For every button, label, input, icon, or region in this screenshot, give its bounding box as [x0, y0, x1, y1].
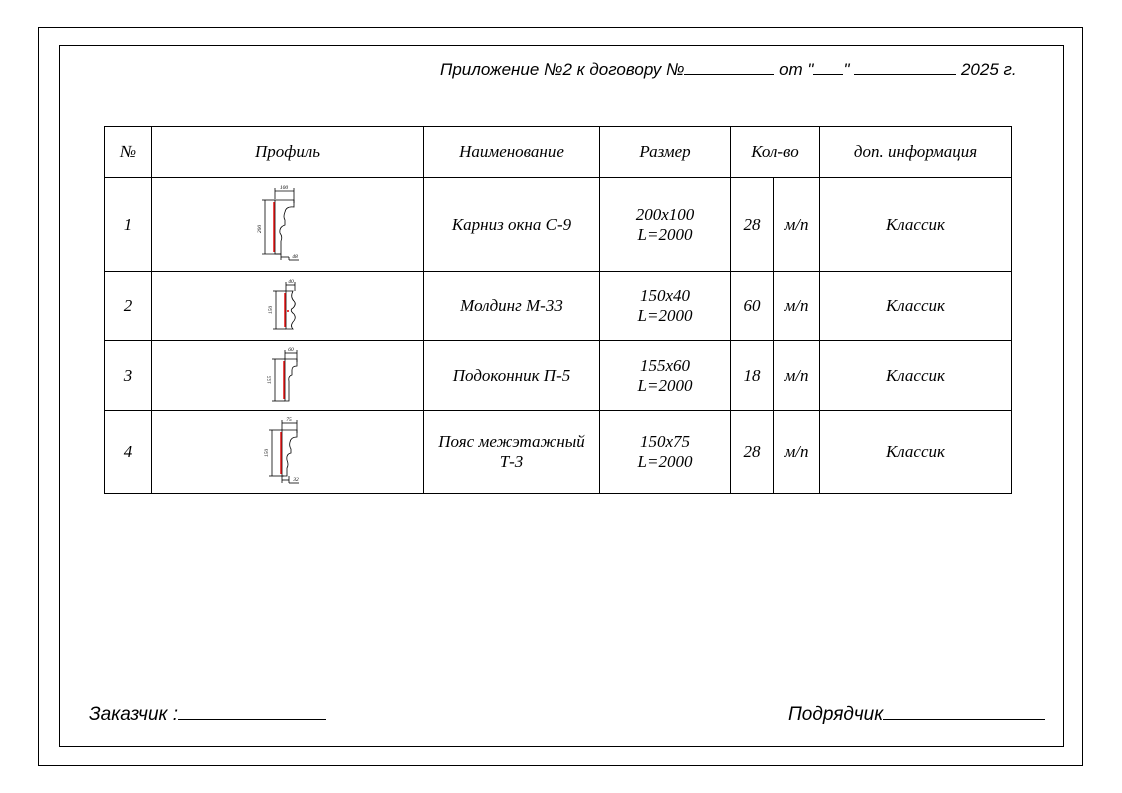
row-num: 2: [105, 272, 152, 341]
row-unit: м/п: [774, 341, 820, 411]
size-length: L=2000: [637, 306, 693, 325]
dim-height-label: 155: [266, 375, 273, 384]
col-header-info: доп. информация: [820, 127, 1012, 178]
appendix-text: Приложение №2 к договору №: [440, 60, 685, 79]
profile-drawing-cell: [152, 178, 424, 272]
row-name: Пояс межэтажный Т-3: [424, 411, 600, 494]
row-qty: 28: [731, 178, 774, 272]
dim-height-label: 200: [256, 224, 263, 233]
contract-number-blank: [684, 59, 774, 75]
table-header-row: [105, 127, 1012, 178]
size-length: L=2000: [637, 375, 693, 395]
dim-width-label: 100: [279, 184, 288, 191]
belt-profile-drawing: [258, 416, 318, 488]
cornice-profile-drawing: [253, 185, 323, 265]
col-header-num: №: [105, 127, 152, 178]
col-header-name: Наименование: [424, 127, 600, 178]
dim-bottom-label: 48: [291, 253, 298, 260]
row-qty: 18: [731, 341, 774, 411]
contractor-label: Подрядчик: [788, 704, 884, 725]
row-name: Подоконник П-5: [424, 341, 600, 411]
from-text: от ": [774, 60, 814, 79]
row-num: 4: [105, 411, 152, 494]
row-qty: 28: [731, 411, 774, 494]
size-length: L=2000: [637, 452, 693, 471]
table-row: [105, 178, 1012, 272]
row-num: 1: [105, 178, 152, 272]
dim-height-label: 150: [263, 448, 270, 458]
appendix-header: [440, 59, 1017, 80]
profile-drawing-cell: [152, 411, 424, 494]
row-size: [600, 411, 731, 494]
row-info: Классик: [820, 272, 1012, 341]
dim-bottom-label: 32: [292, 477, 299, 483]
year-text: 2025 г.: [956, 60, 1017, 79]
row-size: [600, 341, 731, 411]
row-name: Карниз окна С-9: [424, 178, 600, 272]
row-num: 3: [105, 341, 152, 411]
size-dimensions: 150x75: [639, 432, 691, 451]
profile-drawing-cell: [152, 341, 424, 411]
day-blank: [813, 59, 843, 75]
profile-drawing-cell: [152, 272, 424, 341]
table-row: [105, 341, 1012, 411]
col-header-profile: Профиль: [152, 127, 424, 178]
dim-width-label: 75: [285, 417, 292, 423]
row-unit: м/п: [774, 272, 820, 341]
row-name: Молдинг М-33: [424, 272, 600, 341]
row-info: Классик: [820, 178, 1012, 272]
customer-label: Заказчик :: [89, 704, 179, 725]
size-dimensions: 150x40: [639, 286, 691, 305]
dim-width-label: 40: [287, 279, 294, 285]
quote-close: ": [843, 60, 855, 79]
customer-signature-line: [178, 701, 326, 720]
size-dimensions: 200x100: [635, 204, 695, 224]
size-length: L=2000: [637, 224, 693, 244]
molding-profile-drawing: [263, 277, 313, 335]
windowsill-profile-drawing: [261, 346, 315, 406]
size-dimensions: 155x60: [639, 355, 691, 375]
row-size: [600, 272, 731, 341]
row-unit: м/п: [774, 178, 820, 272]
spec-table: [104, 126, 1012, 494]
row-info: Классик: [820, 411, 1012, 494]
table-row: [105, 272, 1012, 341]
col-header-qty: Кол-во: [731, 127, 820, 178]
contractor-signature: [788, 701, 1045, 726]
customer-signature: [89, 701, 326, 726]
month-blank: [854, 59, 956, 75]
dim-width-label: 60: [287, 346, 294, 353]
row-size: [600, 178, 731, 272]
dim-height-label: 150: [267, 305, 274, 315]
table-row: [105, 411, 1012, 494]
col-header-size: Размер: [600, 127, 731, 178]
row-info: Классик: [820, 341, 1012, 411]
row-unit: м/п: [774, 411, 820, 494]
row-qty: 60: [731, 272, 774, 341]
contractor-signature-line: [883, 701, 1045, 720]
